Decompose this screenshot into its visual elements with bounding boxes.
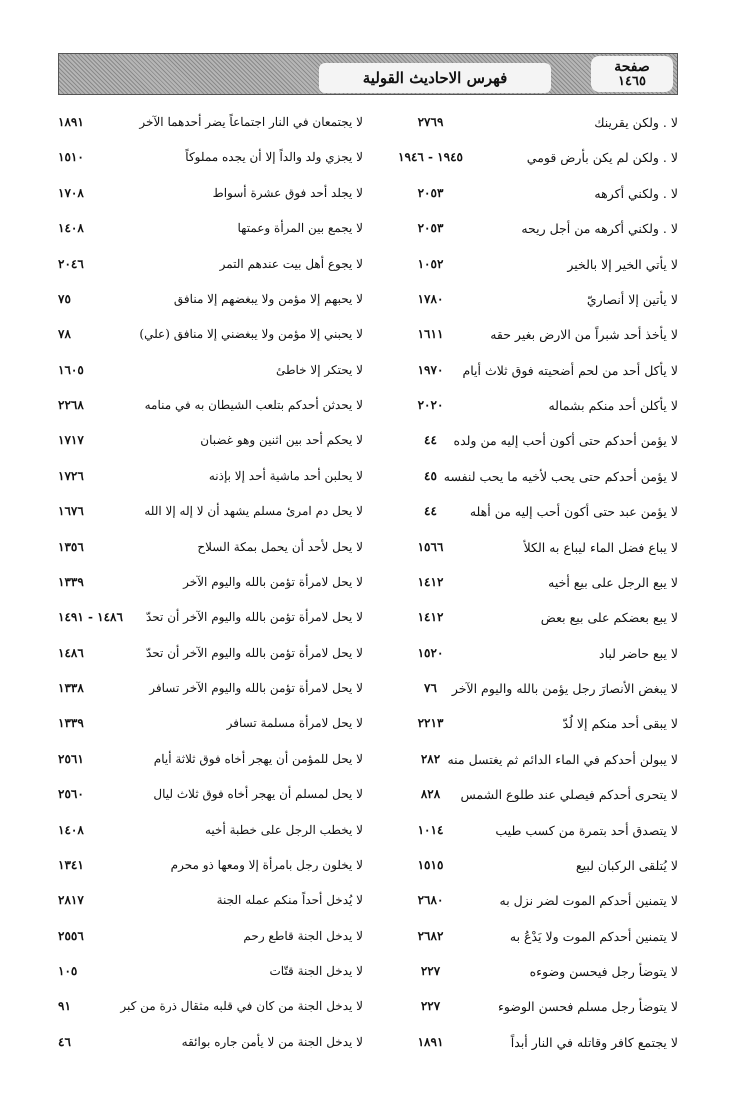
right-page-ref: ٢٢٧ xyxy=(420,999,441,1014)
right-hadith-text: لا يتحرى أحدكم فيصلي عند طلوع الشمس xyxy=(460,787,678,803)
index-row xyxy=(58,747,678,775)
left-hadith-text: لا يخلون رجل بامرأة إلا ومعها ذو محرم xyxy=(170,857,363,872)
index-row xyxy=(58,145,678,173)
right-page-ref: ٢٧٦٩ xyxy=(417,115,444,129)
right-page-ref: ١٤١٢ xyxy=(417,610,444,625)
left-hadith-text: لا يجزي ولد والداً إلا أن يجده مملوكاً xyxy=(185,150,363,165)
index-row xyxy=(58,605,678,633)
right-page-ref: ٢٢١٣ xyxy=(417,716,444,731)
left-page-ref: ٢٥٥٦ xyxy=(58,928,84,943)
index-table xyxy=(58,110,678,1058)
left-hadith-text: لا يحبني إلا مؤمن ولا يبغضني إلا منافق (علي) xyxy=(139,327,363,342)
left-page-ref: ٢٥٦٠ xyxy=(58,787,84,802)
index-row xyxy=(58,216,678,244)
left-hadith-text: لا يحل لامرأة تؤمن بالله واليوم الآخر xyxy=(183,574,363,589)
left-hadith-text: لا يحل لامرأة مسلمة تسافر xyxy=(226,716,363,731)
left-page-ref: ١٧١٧ xyxy=(58,433,84,448)
left-page-ref: ١٤٨٦ xyxy=(58,645,84,660)
right-hadith-text: لا يأتين إلا أنصاريّ xyxy=(586,291,678,307)
left-page-ref: ١٣٥٦ xyxy=(58,539,84,554)
left-page-ref: ١٤٠٨ xyxy=(58,221,84,236)
right-page-ref: ٤٥ xyxy=(424,468,437,483)
right-hadith-text: لا . ولكني أكرهه xyxy=(594,185,678,201)
page-title: فهرس الاحاديث القولية xyxy=(319,63,551,93)
index-row xyxy=(58,641,678,669)
left-hadith-text: لا يدخل الجنة قاطع رحم xyxy=(243,928,363,943)
right-page-ref: ٢٠٢٠ xyxy=(417,398,444,412)
left-page-ref: ٢٢٦٨ xyxy=(58,398,84,412)
index-row xyxy=(58,287,678,315)
index-row xyxy=(58,570,678,598)
right-page-ref: ١٠٥٢ xyxy=(417,256,444,271)
right-hadith-text: لا يؤمن أحدكم حتى أكون أحب إليه من ولده xyxy=(453,433,678,449)
index-row xyxy=(58,358,678,386)
left-page-ref: ٢٨١٧ xyxy=(58,893,84,908)
index-row xyxy=(58,853,678,881)
index-row xyxy=(58,994,678,1022)
left-page-ref: ١٣٤١ xyxy=(58,857,84,872)
right-hadith-text: لا . ولكن لم يكن بأرض قومي xyxy=(526,150,678,166)
left-hadith-text: لا يحل للمؤمن أن يهجر أخاه فوق ثلاثة أيام xyxy=(153,751,363,766)
index-row xyxy=(58,924,678,952)
index-row xyxy=(58,181,678,209)
right-page-ref: ١٥١٥ xyxy=(417,857,444,872)
right-page-ref: ٢٨٢ xyxy=(420,751,441,766)
right-page-ref: ١٩٧٠ xyxy=(417,362,444,377)
right-page-ref: ٤٤ xyxy=(424,504,437,519)
right-hadith-text: لا يُتلقى الركبان لبيع xyxy=(575,857,678,873)
index-row xyxy=(58,818,678,846)
right-hadith-text: لا يأكلن أحد منكم بشماله xyxy=(548,398,678,413)
index-row xyxy=(58,393,678,421)
index-row xyxy=(58,959,678,987)
left-hadith-text: لا يحدثن أحدكم بتلعب الشيطان به في منامه xyxy=(144,398,363,412)
left-page-ref: ١٤٠٨ xyxy=(58,822,84,837)
left-hadith-text: لا يحل لامرأة تؤمن بالله واليوم الآخر أن تحدّ xyxy=(146,610,363,625)
left-page-ref: ١٨٩١ xyxy=(58,115,84,129)
left-page-ref: ١٦٧٦ xyxy=(58,504,84,519)
left-page-ref: ١٤٨٦ - ١٤٩١ xyxy=(58,610,123,625)
right-page-ref: ١٧٨٠ xyxy=(417,291,444,306)
left-hadith-text: لا يدخل الجنة من كان في قلبه مثقال ذرة من كبر xyxy=(120,999,363,1014)
left-hadith-text: لا يدخل الجنة قتّات xyxy=(269,964,363,978)
left-hadith-text: لا يحبهم إلا مؤمن ولا يبغضهم إلا منافق xyxy=(173,291,363,306)
left-page-ref: ٧٨ xyxy=(58,327,71,342)
right-page-ref: ١٦١١ xyxy=(417,327,444,342)
right-hadith-text: لا يبغض الأنصارَ رجل يؤمن بالله واليوم الآخر xyxy=(451,681,678,696)
index-row xyxy=(58,499,678,527)
right-hadith-text: لا . ولكني أكرهه من أجل ريحه xyxy=(521,221,678,237)
left-hadith-text: لا يجمع بين المرأة وعمتها xyxy=(237,221,363,236)
right-hadith-text: لا يتمنين أحدكم الموت لضر نزل به xyxy=(499,893,678,909)
right-page-ref: ١٥٢٠ xyxy=(417,645,444,660)
right-hadith-text: لا يبولن أحدكم في الماء الدائم ثم يغتسل منه xyxy=(447,751,678,767)
left-page-ref: ١٧٢٦ xyxy=(58,468,84,483)
left-hadith-text: لا يحل دم امرئ مسلم يشهد أن لا إله إلا الله xyxy=(144,504,363,519)
index-row xyxy=(58,888,678,916)
left-hadith-text: لا يُدخل أحداً منكم عمله الجنة xyxy=(216,893,363,908)
right-hadith-text: لا يباع فضل الماء ليباع به الكلأ xyxy=(523,539,678,555)
left-page-ref: ١٣٣٩ xyxy=(58,716,84,731)
page-number: ١٤٦٥ xyxy=(618,73,646,89)
right-page-ref: ١٨٩١ xyxy=(417,1034,444,1049)
right-page-ref: ٢٢٧ xyxy=(420,964,441,978)
right-hadith-text: لا يتوضأ رجل مسلم فحسن الوضوء xyxy=(497,999,678,1015)
left-page-ref: ١٥١٠ xyxy=(58,150,84,165)
right-page-ref: ٨٢٨ xyxy=(420,787,441,802)
index-row xyxy=(58,535,678,563)
left-page-ref: ٧٥ xyxy=(58,291,71,306)
left-hadith-text: لا يدخل الجنة من لا يأمن جاره بوائقه xyxy=(181,1034,363,1049)
index-row xyxy=(58,676,678,704)
index-row xyxy=(58,1030,678,1058)
left-page-ref: ١٦٠٥ xyxy=(58,362,84,377)
right-hadith-text: لا يأكل أحد من لحم أضحيته فوق ثلاث أيام xyxy=(462,362,678,378)
left-page-ref: ١٣٣٩ xyxy=(58,574,84,589)
right-hadith-text: لا يتوضأ رجل فيحسن وضوءه xyxy=(529,964,678,979)
right-hadith-text: لا . ولكن يقرينك xyxy=(594,115,678,130)
right-page-ref: ١٥٦٦ xyxy=(417,539,444,554)
left-page-ref: ١٠٥ xyxy=(58,964,78,978)
page-label: صفحة xyxy=(614,58,650,75)
index-row xyxy=(58,110,678,138)
left-hadith-text: لا يحل لامرأة تؤمن بالله واليوم الآخر أن تحدّ xyxy=(146,645,363,660)
right-hadith-text: لا يبع حاضر لباد xyxy=(599,645,678,661)
index-row xyxy=(58,252,678,280)
left-page-ref: ١٧٠٨ xyxy=(58,185,84,200)
left-hadith-text: لا يحل لمسلم أن يهجر أخاه فوق ثلاث ليال xyxy=(153,787,363,802)
right-hadith-text: لا يؤمن أحدكم حتى يحب لأخيه ما يحب لنفسه xyxy=(443,468,678,484)
right-hadith-text: لا يأخذ أحد شبراً من الارض بغير حقه xyxy=(490,327,678,343)
right-page-ref: ١٠١٤ xyxy=(417,822,444,837)
right-hadith-text: لا يتصدق أحد بتمرة من كسب طيب xyxy=(495,822,678,838)
left-page-ref: ١٣٣٨ xyxy=(58,681,84,695)
index-row xyxy=(58,464,678,492)
right-page-ref: ٧٦ xyxy=(424,681,437,695)
page-number-box xyxy=(591,56,673,92)
left-hadith-text: لا يجلد أحد فوق عشرة أسواط xyxy=(212,185,363,200)
left-hadith-text: لا يحلبن أحد ماشية أحد إلا بإذنه xyxy=(208,468,363,483)
right-page-ref: ٢٠٥٣ xyxy=(417,221,444,236)
left-page-ref: ٤٦ xyxy=(58,1034,71,1049)
right-page-ref: ٢٠٥٣ xyxy=(417,185,444,200)
right-hadith-text: لا يتمنين أحدكم الموت ولا يَدْعُ به xyxy=(509,928,678,944)
right-hadith-text: لا يأتي الخير إلا بالخير xyxy=(567,256,678,272)
right-hadith-text: لا يبقى أحد منكم إلا لُدّ xyxy=(562,716,678,732)
left-hadith-text: لا يحل لامرأة تؤمن بالله واليوم الآخر تسافر xyxy=(149,681,363,695)
right-hadith-text: لا يؤمن عبد حتى أكون أحب إليه من أهله xyxy=(469,504,678,520)
right-page-ref: ٤٤ xyxy=(424,433,437,448)
left-page-ref: ٩١ xyxy=(58,999,71,1014)
right-page-ref: ٢٦٨٠ xyxy=(417,893,444,908)
right-hadith-text: لا يجتمع كافر وقاتله في النار أبداً xyxy=(510,1034,678,1050)
index-row xyxy=(58,711,678,739)
left-page-ref: ٢٠٤٦ xyxy=(58,256,84,271)
page-header xyxy=(58,53,678,95)
right-page-ref: ٢٦٨٢ xyxy=(417,928,444,943)
index-row xyxy=(58,322,678,350)
left-hadith-text: لا يحتكر إلا خاطئ xyxy=(275,362,363,377)
right-hadith-text: لا يبع بعضكم على بيع بعض xyxy=(540,610,678,626)
index-row xyxy=(58,782,678,810)
left-hadith-text: لا يحل لأحد أن يحمل بمكة السلاح xyxy=(197,539,363,554)
left-hadith-text: لا يجوع أهل بيت عندهم التمر xyxy=(219,256,363,271)
index-row xyxy=(58,428,678,456)
left-page-ref: ٢٥٦١ xyxy=(58,751,84,766)
right-page-ref: ١٩٤٥ - ١٩٤٦ xyxy=(398,150,463,165)
right-hadith-text: لا يبع الرجل على بيع أخيه xyxy=(548,574,678,590)
left-hadith-text: لا يحكم أحد بين اثنين وهو غضبان xyxy=(200,433,363,448)
left-hadith-text: لا يجتمعان في النار اجتماعاً يضر أحدهما الآخر xyxy=(139,115,363,129)
left-hadith-text: لا يخطب الرجل على خطبة أخيه xyxy=(204,822,363,837)
right-page-ref: ١٤١٢ xyxy=(417,574,444,589)
